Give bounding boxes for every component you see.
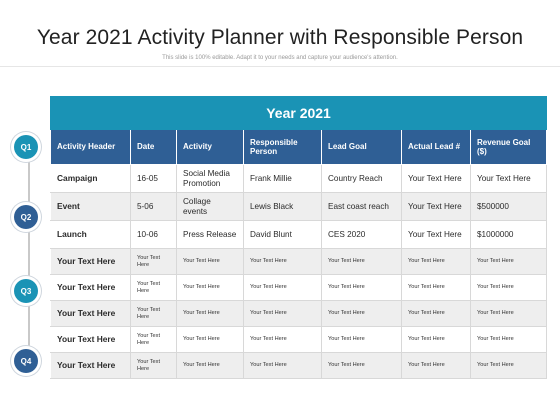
row-header-cell: Your Text Here [51, 275, 131, 301]
table-cell: Your Text Here [244, 353, 322, 379]
row-header-cell: Your Text Here [51, 353, 131, 379]
quarter-marker-q3: Q3 [14, 279, 38, 303]
table-cell: 16-05 [131, 165, 177, 193]
table-cell: Your Text Here [177, 327, 244, 353]
table-row [51, 249, 547, 275]
table-cell: Your Text Here [471, 165, 547, 193]
table-cell: Your Text Here [402, 353, 471, 379]
table-row [51, 327, 547, 353]
table-cell: Your Text Here [471, 327, 547, 353]
table-cell: 10-06 [131, 221, 177, 249]
table-cell: Your Text Here [322, 249, 402, 275]
column-header: Activity [177, 130, 244, 165]
table-cell: Your Text Here [244, 327, 322, 353]
table-cell: Your Text Here [402, 249, 471, 275]
table-row [51, 353, 547, 379]
column-header: Activity Header [51, 130, 131, 165]
table-cell: Your Text Here [471, 275, 547, 301]
table-cell: $500000 [471, 193, 547, 221]
table-cell: Country Reach [322, 165, 402, 193]
row-header-cell: Launch [51, 221, 131, 249]
table-cell: Your Text Here [131, 275, 177, 301]
table-cell: Your Text Here [402, 301, 471, 327]
table-row [51, 221, 547, 249]
table-cell: 5-06 [131, 193, 177, 221]
row-header-cell: Your Text Here [51, 249, 131, 275]
table-cell: David Blunt [244, 221, 322, 249]
table-cell: East coast reach [322, 193, 402, 221]
table-row [51, 275, 547, 301]
table-cell: Your Text Here [402, 165, 471, 193]
table-cell: Your Text Here [177, 275, 244, 301]
table-cell: Your Text Here [471, 301, 547, 327]
table-cell: Your Text Here [244, 249, 322, 275]
quarter-marker-q1: Q1 [14, 135, 38, 159]
table-row [51, 193, 547, 221]
table-row [51, 301, 547, 327]
table-cell: Your Text Here [402, 193, 471, 221]
table-cell: Your Text Here [322, 327, 402, 353]
table-cell: Frank Millie [244, 165, 322, 193]
row-header-cell: Your Text Here [51, 327, 131, 353]
table-row [51, 165, 547, 193]
year-header: Year 2021 [51, 97, 547, 130]
quarter-marker-q2: Q2 [14, 205, 38, 229]
column-header: Lead Goal [322, 130, 402, 165]
table-cell: Your Text Here [322, 353, 402, 379]
table-cell: Your Text Here [131, 327, 177, 353]
table-cell: Your Text Here [402, 327, 471, 353]
column-header: Revenue Goal ($) [471, 130, 547, 165]
column-header: Actual Lead # [402, 130, 471, 165]
table-cell: Your Text Here [402, 275, 471, 301]
table-cell: CES 2020 [322, 221, 402, 249]
table-cell: $1000000 [471, 221, 547, 249]
table-cell: Collage events [177, 193, 244, 221]
column-header: Responsible Person [244, 130, 322, 165]
table-cell: Lewis Black [244, 193, 322, 221]
table-cell: Your Text Here [131, 301, 177, 327]
row-header-cell: Campaign [51, 165, 131, 193]
row-header-cell: Your Text Here [51, 301, 131, 327]
quarter-marker-q4: Q4 [14, 349, 38, 373]
slide-title: Year 2021 Activity Planner with Responsible Person [36, 26, 524, 49]
table-cell: Your Text Here [177, 249, 244, 275]
quarter-timeline-line [28, 146, 30, 366]
table-cell: Your Text Here [177, 301, 244, 327]
table-cell: Your Text Here [131, 249, 177, 275]
slide-subtitle: This slide is 100% editable. Adapt it to your needs and capture your audience's attention. [162, 55, 398, 61]
table-cell: Social Media Promotion [177, 165, 244, 193]
table-cell: Your Text Here [471, 249, 547, 275]
table-cell: Your Text Here [322, 301, 402, 327]
table-cell: Your Text Here [471, 353, 547, 379]
table-cell: Your Text Here [177, 353, 244, 379]
title-divider [0, 66, 560, 67]
table-cell: Press Release [177, 221, 244, 249]
activity-planner-table [50, 96, 547, 379]
table-cell: Your Text Here [402, 221, 471, 249]
column-header: Date [131, 130, 177, 165]
row-header-cell: Event [51, 193, 131, 221]
table-cell: Your Text Here [244, 275, 322, 301]
table-cell: Your Text Here [322, 275, 402, 301]
table-cell: Your Text Here [244, 301, 322, 327]
table-cell: Your Text Here [131, 353, 177, 379]
